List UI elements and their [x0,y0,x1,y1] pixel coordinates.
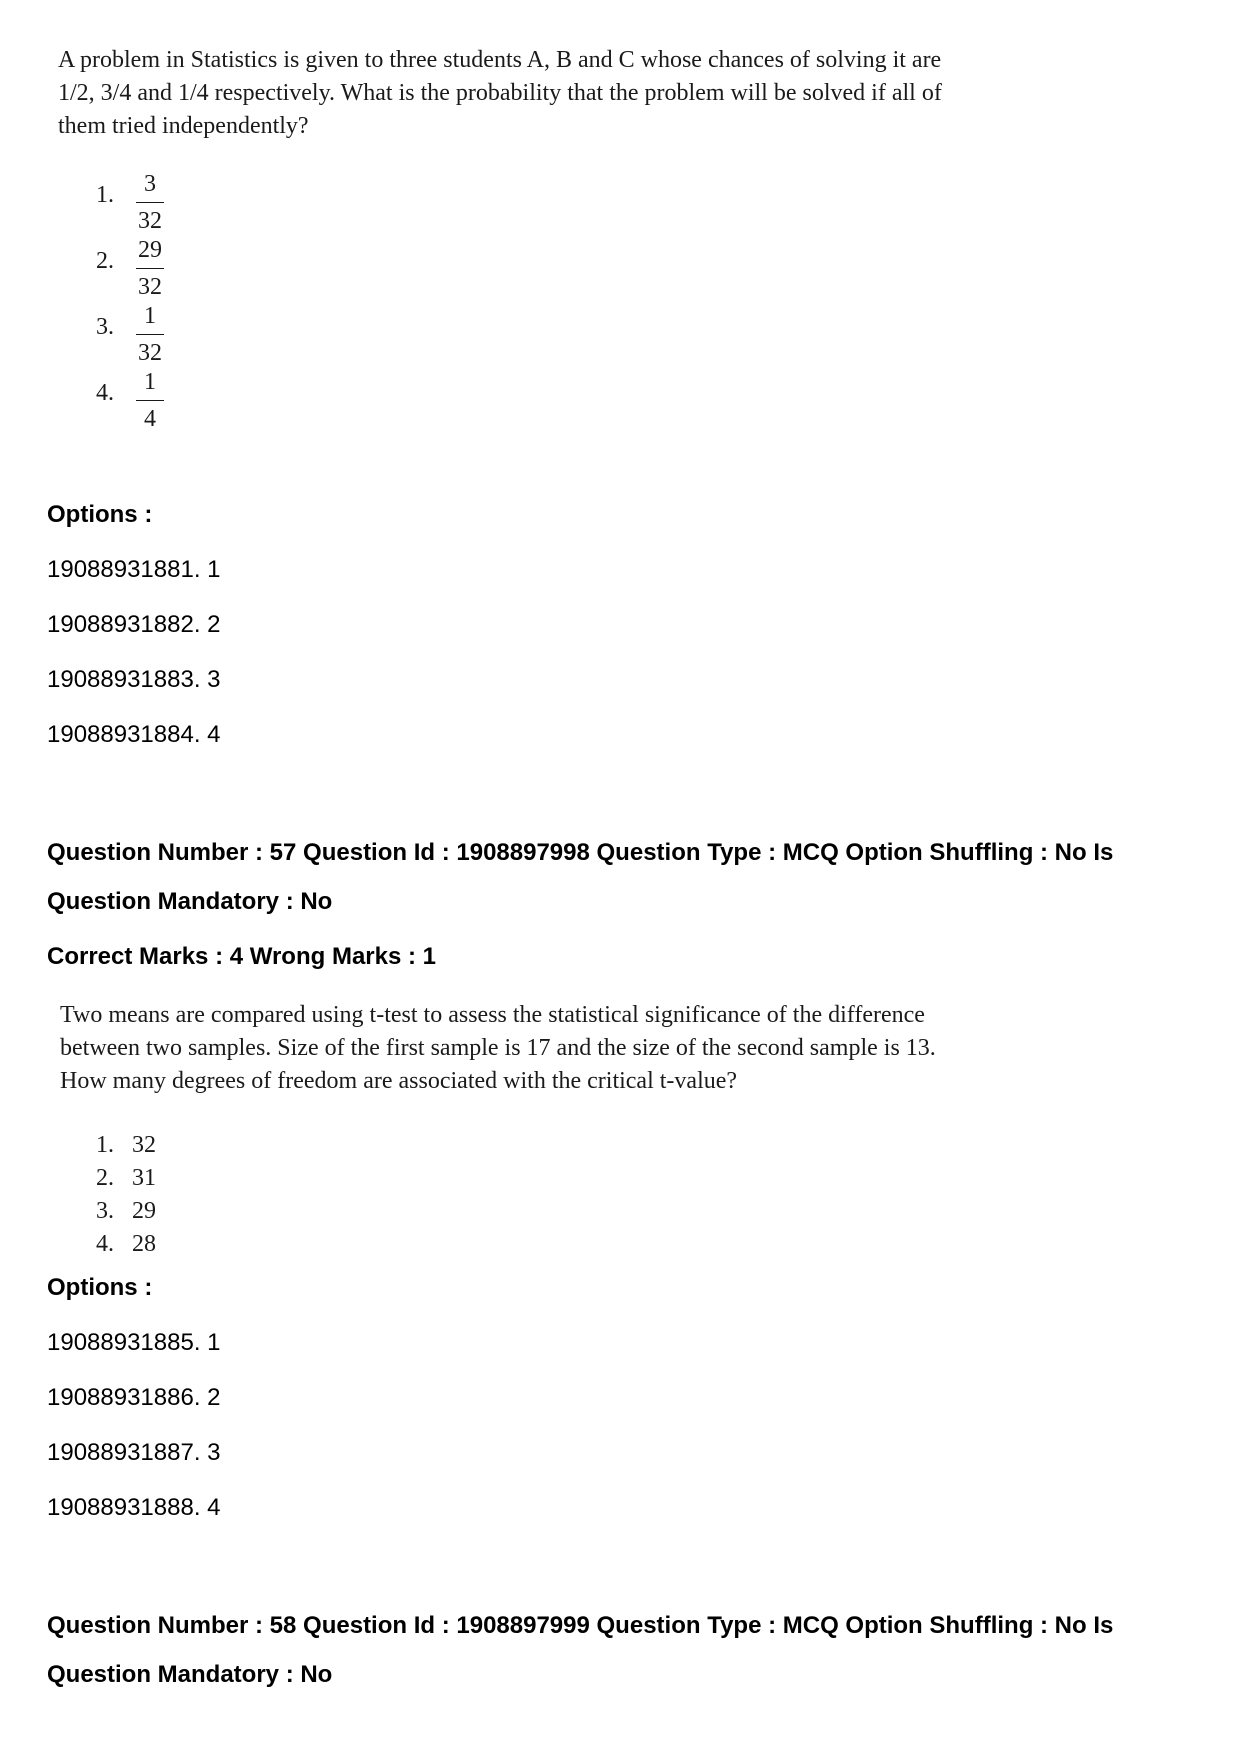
choice-57-2 [96,1162,156,1195]
fraction [134,302,166,367]
option-line: 19088931884. 4 [47,721,221,748]
denominator: 32 [138,208,162,234]
choice-number: 3. [96,1198,114,1224]
question-58-header: Question Number : 58 Question Id : 1908897999 Question Type : MCQ Option Shuffling : No Is [47,1612,1114,1639]
fraction [134,236,166,301]
fraction [134,368,166,433]
choice-value: 31 [132,1165,156,1191]
choice-number: 2. [96,1165,114,1191]
question-57-header: Question Number : 57 Question Id : 1908897998 Question Type : MCQ Option Shuffling : No Is [47,839,1114,866]
choice-57-3 [96,1195,156,1228]
option-line: 19088931887. 3 [47,1439,221,1466]
numerator: 3 [144,171,156,197]
fraction [134,170,166,235]
question-56-text: A problem in Statistics is given to three students A, B and C whose chances of solving it are 1/2, 3/4 and 1/4 respectively. What is the probability that the problem will be solved if all of them tried independently? [58,47,942,139]
denominator: 32 [138,340,162,366]
choice-57-4 [96,1228,156,1261]
choice-value: 29 [132,1198,156,1224]
choice-57-1 [96,1129,156,1162]
choice-number: 2. [96,248,114,274]
option-line: 19088931883. 3 [47,666,221,693]
denominator: 32 [138,274,162,300]
numerator: 1 [144,303,156,329]
fraction-bar [136,400,164,401]
question-57-mandatory: Question Mandatory : No [47,888,333,915]
question-57-text: Two means are compared using t-test to assess the statistical significance of the difference between two samples. Size of the first sample is 17 and the size of the second sample is 13. How many degrees of freedom are associated with the critical t-value? [60,1002,936,1094]
question-57-marks: Correct Marks : 4 Wrong Marks : 1 [47,943,437,970]
option-line: 19088931882. 2 [47,611,221,638]
numerator: 29 [138,237,162,263]
options-label: Options : [47,1274,153,1301]
numerator: 1 [144,369,156,395]
choice-number: 4. [96,380,114,406]
option-line: 19088931881. 1 [47,556,221,583]
choice-value: 28 [132,1231,156,1257]
fraction-bar [136,268,164,269]
choice-number: 4. [96,1231,114,1257]
option-line: 19088931885. 1 [47,1329,221,1356]
option-line: 19088931886. 2 [47,1384,221,1411]
choice-number: 1. [96,1132,114,1158]
options-label: Options : [47,501,153,528]
denominator: 4 [144,406,156,432]
fraction-bar [136,202,164,203]
choice-number: 1. [96,182,114,208]
option-line: 19088931888. 4 [47,1494,221,1521]
question-58-mandatory: Question Mandatory : No [47,1661,333,1688]
choice-value: 32 [132,1132,156,1158]
fraction-bar [136,334,164,335]
choice-number: 3. [96,314,114,340]
